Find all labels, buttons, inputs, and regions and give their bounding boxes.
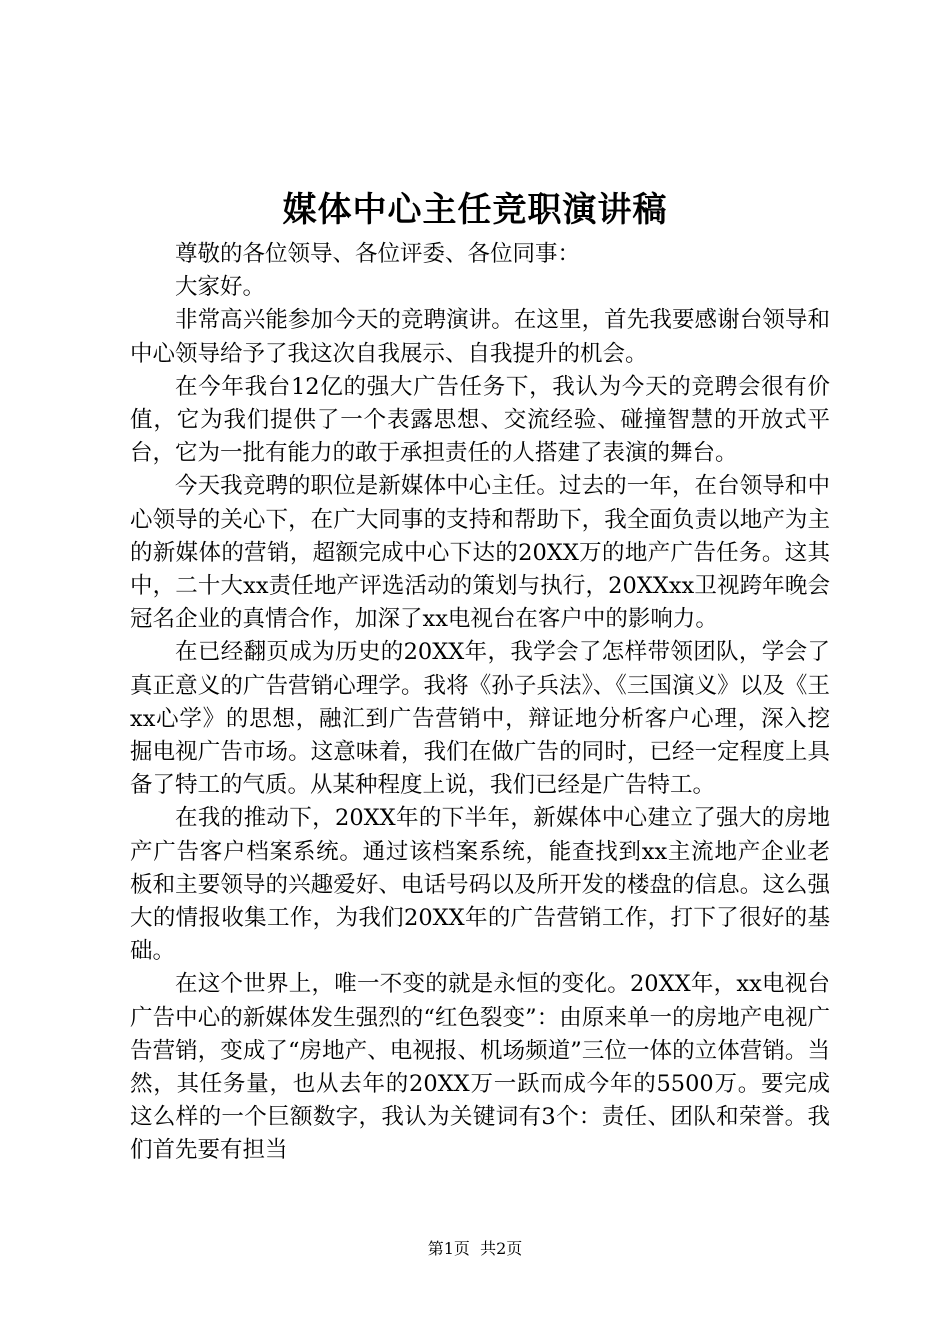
paragraph: 今天我竞聘的职位是新媒体中心主任。过去的一年，在台领导和中心领导的关心下，在广大同事的支持和帮助下，我全面负责以地产为主的新媒体的营销，超额完成中心下达的20XX万的地产广告任务。这其中，二十大xx责任地产评选活动的策划与执行，20XXxx卫视跨年晚会冠名企业的真情合作，加深了xx电视台在客户中的影响力。	[130, 473, 830, 633]
paragraph: 在我的推动下，20XX年的下半年，新媒体中心建立了强大的房地产广告客户档案系统。通过该档案系统，能查找到xx主流地产企业老板和主要领导的兴趣爱好、电话号码以及所开发的楼盘的信息。这么强大的情报收集工作，为我们20XX年的广告营销工作，打下了很好的基础。	[130, 805, 830, 965]
page-number-current: 第1页	[427, 1239, 470, 1258]
paragraph-salutation: 尊敬的各位领导、各位评委、各位同事：	[175, 241, 581, 267]
paragraph: 在这个世界上，唯一不变的就是永恒的变化。20XX年，xx电视台广告中心的新媒体发生强烈的“红色裂变”：由原来单一的房地产电视广告营销，变成了“房地产、电视报、机场频道”三位一体的立体营销。当然，其任务量，也从去年的20XX万一跃而成今年的5500万。要完成这么样的一个巨额数字，我认为关键词有3个：责任、团队和荣誉。我们首先要有担当	[130, 971, 830, 1164]
paragraph: 非常高兴能参加今天的竞聘演讲。在这里，首先我要感谢台领导和中心领导给予了我这次自我展示、自我提升的机会。	[130, 307, 830, 367]
page-number-total: 共2页	[480, 1239, 523, 1258]
document-title: 媒体中心主任竞职演讲稿	[282, 190, 668, 230]
paragraph: 在今年我台12亿的强大广告任务下，我认为今天的竞聘会很有价值，它为我们提供了一个表露思想、交流经验、碰撞智慧的开放式平台，它为一批有能力的敢于承担责任的人搭建了表演的舞台。	[130, 373, 830, 467]
page-footer	[0, 1238, 950, 1260]
document-body	[130, 238, 830, 1168]
paragraph: 在已经翻页成为历史的20XX年，我学会了怎样带领团队，学会了真正意义的广告营销心理学。我将《孙子兵法》、《三国演义》以及《王xx心学》的思想，融汇到广告营销中，辩证地分析客户心理，深入挖掘电视广告市场。这意味着，我们在做广告的同时，已经一定程度上具备了特工的气质。从某种程度上说，我们已经是广告特工。	[130, 639, 830, 799]
paragraph-greeting: 大家好。	[175, 274, 266, 301]
